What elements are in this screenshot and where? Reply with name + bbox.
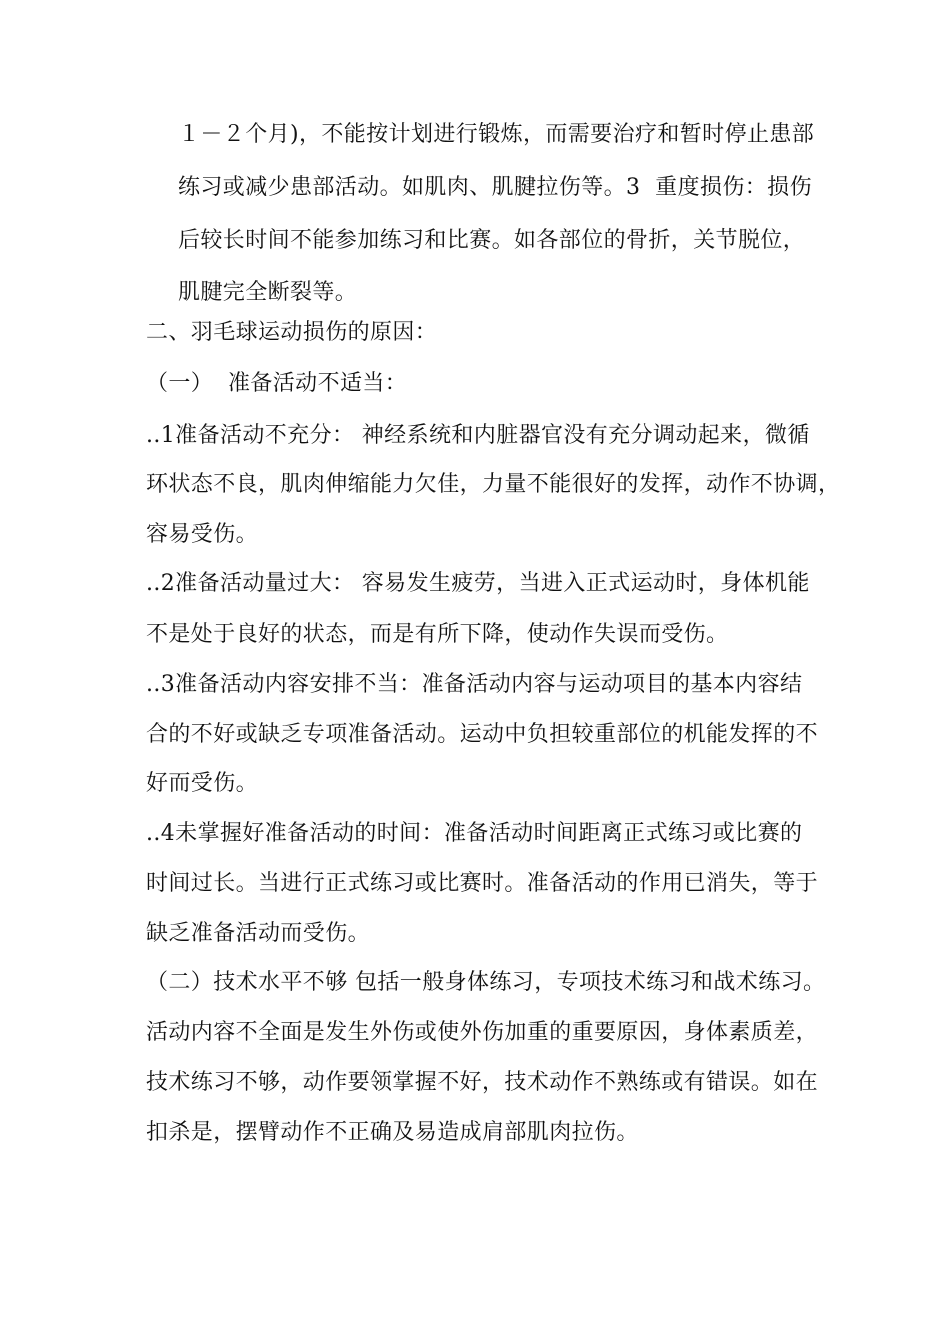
paragraph-line: 环状态不良，肌肉伸缩能力欠佳，力量不能很好的发挥，动作不协调， — [146, 472, 841, 497]
paragraph-line: 不是处于良好的状态，而是有所下降，使动作失误而受伤。 — [146, 622, 729, 647]
paragraph-line: ..3准备活动内容安排不当：准备活动内容与运动项目的基本内容结 — [146, 672, 803, 697]
paragraph-line: 扣杀是，摆臂动作不正确及易造成肩部肌肉拉伤。 — [146, 1120, 639, 1145]
paragraph-line: 技术练习不够，动作要领掌握不好，技术动作不熟练或有错误。如在 — [146, 1070, 819, 1095]
paragraph-line: 练习或减少患部活动。如肌肉、肌腱拉伤等。3 重度损伤：损伤 — [178, 175, 812, 200]
paragraph-line: 活动内容不全面是发生外伤或使外伤加重的重要原因，身体素质差， — [146, 1020, 819, 1045]
paragraph-line: 容易受伤。 — [146, 522, 259, 547]
paragraph-line: 合的不好或缺乏专项准备活动。运动中负担较重部位的机能发挥的不 — [146, 722, 819, 747]
section-heading: 二、羽毛球运动损伤的原因： — [146, 320, 438, 345]
paragraph-line: 肌腱完全断裂等。 — [178, 280, 358, 305]
paragraph-line: 时间过长。当进行正式练习或比赛时。准备活动的作用已消失，等于 — [146, 871, 819, 896]
subsection-heading-line: （二）技术水平不够 包括一般身体练习，专项技术练习和战术练习。 — [146, 970, 826, 995]
paragraph-line: 后较长时间不能参加练习和比赛。如各部位的骨折，关节脱位， — [178, 228, 806, 253]
subsection-heading: （一） 准备活动不适当： — [146, 371, 408, 396]
paragraph-line: １－２个月)，不能按计划进行锻炼，而需要治疗和暂时停止患部 — [178, 122, 815, 147]
paragraph-line: ..2准备活动量过大： 容易发生疲劳，当进入正式运动时，身体机能 — [146, 571, 810, 596]
paragraph-line: ..4未掌握好准备活动的时间：准备活动时间距离正式练习或比赛的 — [146, 821, 803, 846]
paragraph-line: ..1准备活动不充分： 神经系统和内脏器官没有充分调动起来，微循 — [146, 423, 810, 448]
paragraph-line: 缺乏准备活动而受伤。 — [146, 921, 371, 946]
paragraph-line: 好而受伤。 — [146, 771, 259, 796]
